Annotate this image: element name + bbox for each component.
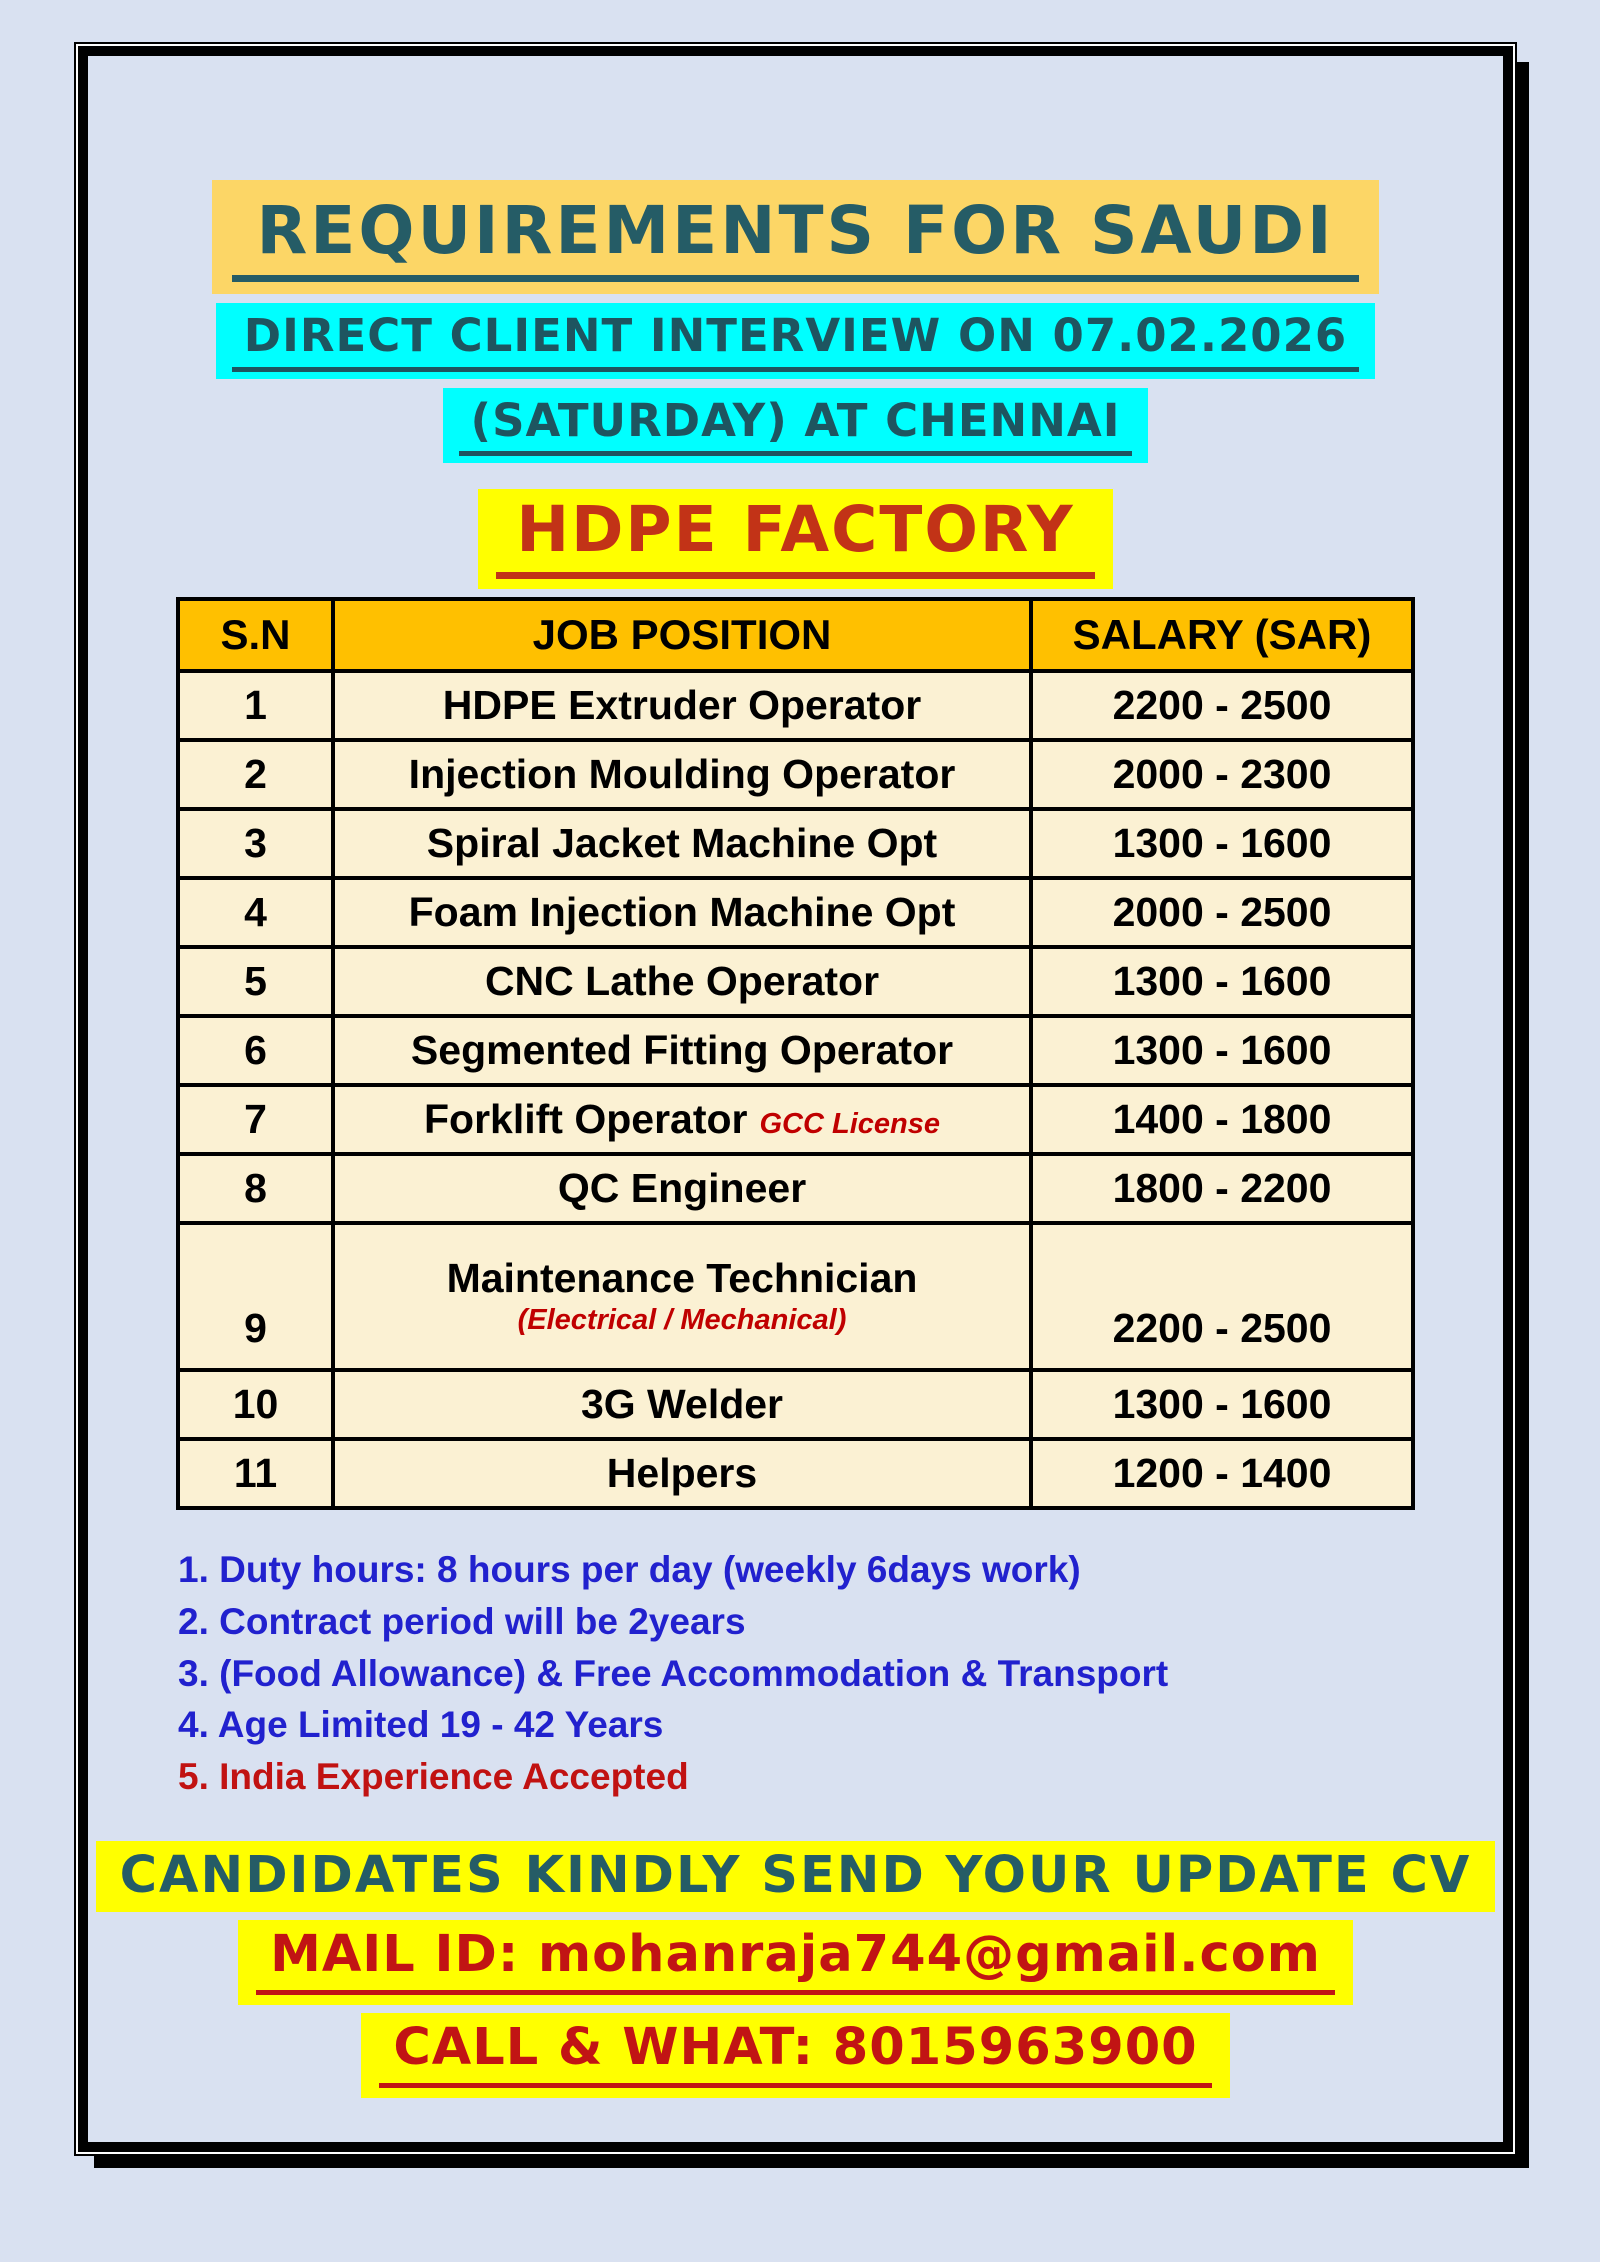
job-position-text: Forklift Operator [424,1095,748,1142]
job-position-cell [333,740,1031,809]
jobs-table [176,597,1415,1510]
poster-content [88,56,1503,2098]
poster-frame [78,46,1513,2152]
job-row [178,809,1413,878]
condition-line: 2. Contract period will be 2years [178,1600,746,1642]
job-salary-cell: 1800 - 2200 [1031,1154,1413,1223]
job-position-text: HDPE Extruder Operator [442,681,922,728]
job-position-cell [333,947,1031,1016]
title-row [88,180,1503,294]
job-salary-cell: 1300 - 1600 [1031,1370,1413,1439]
phone-highlight [361,2013,1229,2098]
job-sn-cell: 4 [178,878,333,947]
job-salary-cell: 1300 - 1600 [1031,809,1413,878]
title-highlight [212,180,1378,294]
job-salary-cell: 2000 - 2300 [1031,740,1413,809]
job-sn-cell: 10 [178,1370,333,1439]
interview-date-highlight [216,303,1375,378]
condition-line: 5. India Experience Accepted [178,1756,689,1798]
conditions-list [178,1544,1413,1803]
job-row [178,1223,1413,1370]
condition-line: 4. Age Limited 19 - 42 Years [178,1704,664,1746]
mail-row [88,1920,1503,2005]
job-position-text: Helpers [606,1449,758,1496]
job-salary-cell: 1300 - 1600 [1031,1016,1413,1085]
job-sn-cell: 8 [178,1154,333,1223]
job-salary-cell: 2200 - 2500 [1031,671,1413,740]
job-position-text: QC Engineer [557,1164,807,1211]
job-row [178,1439,1413,1508]
cv-request-row [88,1841,1503,1913]
job-position-cell [333,1085,1031,1154]
interview-location-highlight [443,388,1149,463]
job-position-text: Spiral Jacket Machine Opt [426,819,938,866]
mail-highlight [238,1920,1353,2005]
job-position-text: CNC Lathe Operator [484,957,880,1004]
job-sn-cell: 7 [178,1085,333,1154]
job-sn-cell: 9 [178,1223,333,1370]
mail-id-line: MAIL ID: mohanraja744@gmail.com [256,1928,1335,1995]
header-sn: S.N [178,599,333,671]
interview-location-line: (SATURDAY) AT CHENNAI [459,397,1133,456]
factory-highlight [478,489,1112,589]
job-sn-cell: 11 [178,1439,333,1508]
job-position-note: GCC License [759,1107,940,1140]
job-position-text: Segmented Fitting Operator [410,1026,954,1073]
job-position-cell [333,1439,1031,1508]
cv-request-highlight [96,1841,1496,1913]
job-sn-cell: 3 [178,809,333,878]
job-row [178,947,1413,1016]
job-row [178,671,1413,740]
job-position-cell [333,1223,1031,1370]
job-position-cell [333,1154,1031,1223]
jobs-table-header-row [178,599,1413,671]
job-row [178,1016,1413,1085]
job-salary-cell: 2200 - 2500 [1031,1223,1413,1370]
job-row [178,740,1413,809]
phone-line: CALL & WHAT: 8015963900 [379,2021,1211,2088]
condition-line: 1. Duty hours: 8 hours per day (weekly 6days work) [178,1548,1081,1590]
header-salary: SALARY (SAR) [1031,599,1413,671]
job-salary-cell: 1300 - 1600 [1031,947,1413,1016]
job-salary-cell: 1200 - 1400 [1031,1439,1413,1508]
job-row [178,878,1413,947]
job-position-text: 3G Welder [580,1380,784,1427]
page-title: REQUIREMENTS FOR SAUDI [232,196,1358,282]
cv-request-line: CANDIDATES KINDLY SEND YOUR UPDATE CV [119,1845,1472,1905]
condition-line: 3. (Food Allowance) & Free Accommodation & Transport [178,1652,1169,1694]
job-position-text: Foam Injection Machine Opt [408,888,956,935]
job-sn-cell: 5 [178,947,333,1016]
job-position-cell [333,809,1031,878]
job-position-cell [333,671,1031,740]
job-sn-cell: 6 [178,1016,333,1085]
job-position-cell [333,878,1031,947]
job-sn-cell: 2 [178,740,333,809]
job-salary-cell: 2000 - 2500 [1031,878,1413,947]
factory-heading: HDPE FACTORY [496,497,1094,579]
job-position-text: Injection Moulding Operator [408,750,956,797]
job-row [178,1085,1413,1154]
phone-row [88,2013,1503,2098]
job-position-cell [333,1370,1031,1439]
job-sn-cell: 1 [178,671,333,740]
job-position-note: (Electrical / Mechanical) [517,1304,847,1337]
interview-date-line: DIRECT CLIENT INTERVIEW ON 07.02.2026 [232,312,1359,371]
interview-date-row [88,303,1503,378]
job-row [178,1370,1413,1439]
interview-location-row [88,388,1503,463]
header-job-position: JOB POSITION [333,599,1031,671]
job-salary-cell: 1400 - 1800 [1031,1085,1413,1154]
factory-row [88,489,1503,589]
job-position-text: Maintenance Technician [446,1255,918,1302]
job-row [178,1154,1413,1223]
job-position-cell [333,1016,1031,1085]
